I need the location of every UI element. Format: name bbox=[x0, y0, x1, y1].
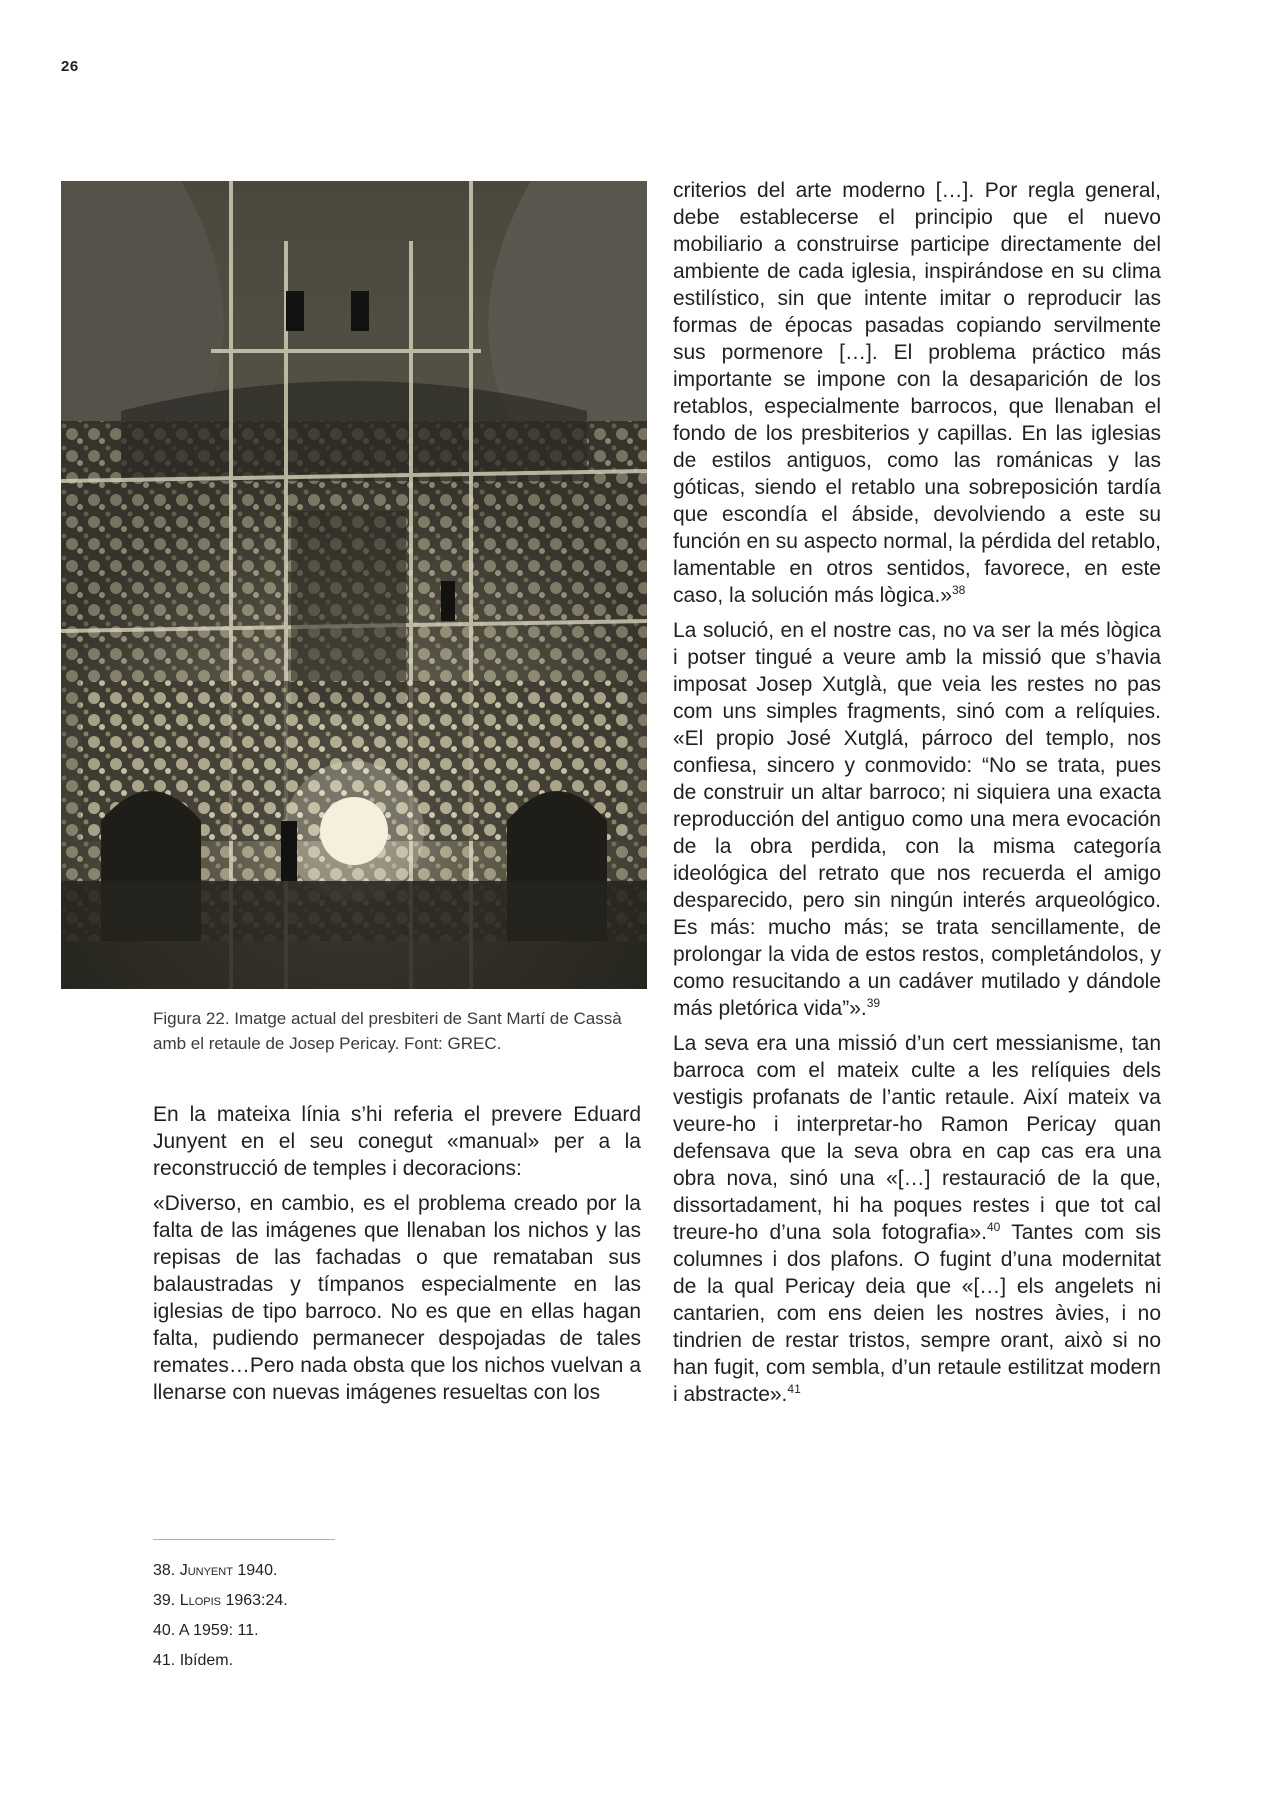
footnote bbox=[153, 1616, 553, 1646]
paragraph: En la mateixa línia s’hi referia el prevere Eduard Junyent en el seu conegut «manual» per a la reconstrucció de temples i decoracions: bbox=[153, 1103, 641, 1180]
footnote-number: 40. bbox=[153, 1622, 176, 1639]
footnote-ref-text: Ibídem. bbox=[175, 1652, 234, 1669]
paragraph-text: criterios del arte moderno […]. Por regla general, debe establecerse el principio que el nuevo mobiliario a construirse participe directamente del ambiente de cada iglesia, inspirándose en su clima estilístico, sin que intente imitar o reproducir las formas de épocas pasadas copiando servilmente sus pormenore […]. El problema práctico más importante se impone con la desaparición de los retablos, especialmente barrocos, que llenaban el fondo de los presbiterios y capillas. En las iglesias de estilos antiguos, como las románicas y las góticas, siendo el retablo una sobreposición tardía que escondía el ábside, devolviendo a este su función en su aspecto normal, la pérdida del retablo, lamentable en otros sentidos, favorece, en este caso, la solución más lògica.» bbox=[673, 179, 1161, 607]
figure-caption: Figura 22. Imatge actual del presbiteri de Sant Martí de Cassà amb el retaule de Josep Pericay. Font: GREC. bbox=[153, 1009, 622, 1053]
paragraph-text: La solució, en el nostre cas, no va ser la més lògica i potser tingué a veure amb la missió que s’havia imposat Josep Xutglà, que veia les restes no pas com uns simples fragments, sinó com a relíquies. «El propio José Xutglá, párroco del templo, nos confiesa, sincero y conmovido: “No se trata, pues de construir un altar barroco; ni siquiera una exacta reproducción del antiguo como una mera evocación de la obra perdida, con la misma categoría ideológica del retrato que nos recuerda el amigo desparecido, pero sin ningún interés arqueológico. Es más: mucho más; se trata sencillamente, de prolongar la vida de estos restos, completándolos, y como resucitando a un cadáver mutilado y dándole más pletórica vida”». bbox=[673, 619, 1161, 1020]
altarpiece-photograph bbox=[61, 181, 647, 989]
footnote bbox=[153, 1556, 553, 1586]
footnote-ref[interactable]: 40 bbox=[987, 1220, 1001, 1234]
footnote-ref-text: A 1959: 11. bbox=[175, 1622, 259, 1639]
footnote-author: Llopis bbox=[179, 1592, 222, 1609]
footnote-number: 38. bbox=[153, 1562, 176, 1579]
paragraph bbox=[673, 617, 1161, 1022]
footnote bbox=[153, 1646, 553, 1676]
footnote bbox=[153, 1586, 553, 1616]
page-number: 26 bbox=[61, 58, 79, 75]
paragraph bbox=[673, 1030, 1161, 1408]
footnote-ref[interactable]: 38 bbox=[951, 583, 966, 597]
footnote-ref-text: 1940. bbox=[232, 1562, 278, 1579]
paragraph-text: Tantes com sis columnes i dos plafons. O fugint d’una modernitat de la qual Pericay deia que «[…] els angelets ni cantarien, com ens deien les nostres àvies, i no tindrien de restar tristos, sempre orant, això si no han fugit, com sembla, d’un retaule estilitzat modern i abstracte». bbox=[673, 1221, 1161, 1406]
footnote-number: 41. bbox=[153, 1652, 176, 1669]
quote-paragraph: «Diverso, en cambio, es el problema creado por la falta de las imágenes que llenaban los nichos y las repisas de las fachadas o que remataban sus balaustradas y tímpanos especialmente en las iglesias de tipo barroco. No es que en ellas hagan falta, pudiendo permanecer despojadas de tales remates…Pero nada obsta que los nichos vuelvan a llenarse con nuevas imágenes resueltas con los bbox=[153, 1192, 641, 1404]
footnote-number: 39. bbox=[153, 1592, 176, 1609]
left-column bbox=[153, 1101, 641, 1414]
figure-photo bbox=[61, 181, 647, 989]
right-column bbox=[673, 177, 1161, 1416]
footnote-divider bbox=[153, 1539, 335, 1540]
footnote-author: Junyent bbox=[179, 1562, 233, 1579]
footnote-ref[interactable]: 39 bbox=[866, 996, 881, 1010]
footnote-ref-text: 1963:24. bbox=[221, 1592, 288, 1609]
quote-continuation bbox=[673, 177, 1161, 609]
paragraph-text: La seva era una missió d’un cert messianisme, tan barroca com el mateix culte a les relíquies dels vestigis profanats de l’antic retaule. Així mateix va veure-ho i interpretar-ho Ramon Pericay quan defensava que la seva obra en cap cas era una obra nova, sinó una «[…] restauració de la que, dissortadament, hi ha poques restes i que tot cal treure-ho d’una sola fotografia». bbox=[673, 1032, 1161, 1244]
footnotes bbox=[153, 1556, 553, 1676]
footnote-ref[interactable]: 41 bbox=[787, 1382, 801, 1396]
